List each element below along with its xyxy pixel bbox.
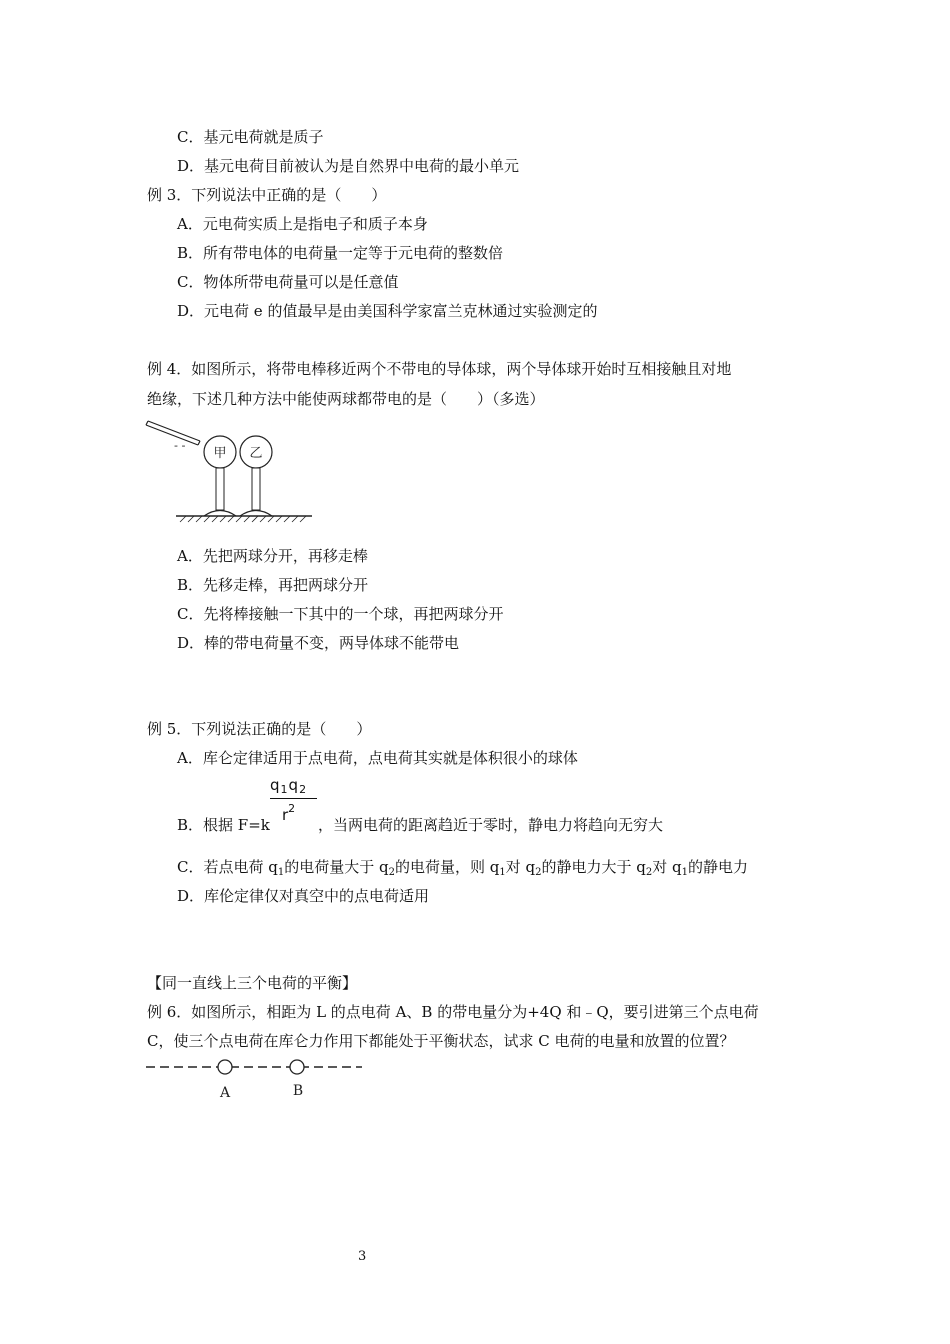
base-jia xyxy=(204,511,236,517)
ex5-option-a: A．库仑定律适用于点电荷，点电荷其实就是体积很小的球体 xyxy=(177,749,578,767)
ball-jia-label: 甲 xyxy=(213,446,227,461)
fraction-denominator: $r^2$ xyxy=(282,802,296,824)
ground xyxy=(176,516,312,522)
ex5-option-b-suffix: ，当两电荷的距离趋近于零时，静电力将趋向无穷大 xyxy=(318,816,664,834)
sub-q1: 1 xyxy=(277,867,285,878)
page-number: 3 xyxy=(358,1249,367,1264)
ex3-option-a: A．元电荷实质上是指电子和质子本身 xyxy=(177,215,428,233)
ex6-question-line1: 例 6．如图所示，相距为 L 的点电荷 A、B 的带电量分为+4Q 和﹣Q，要引进第三个点电荷 xyxy=(147,1003,759,1021)
rod-charges: - - xyxy=(174,439,186,452)
ex5-c-part6: 对 q xyxy=(652,858,682,876)
sub-q1: 1 xyxy=(681,867,688,878)
fraction-bar xyxy=(270,798,317,799)
sub-q1: 1 xyxy=(499,867,506,878)
ex3-question: 例 3．下列说法中正确的是（ ） xyxy=(147,186,387,204)
charge-b-label: B xyxy=(292,1083,304,1099)
ex5-c-part3: 的电荷量，则 q xyxy=(394,858,500,876)
ex5-option-d: D．库伦定律仅对真空中的点电荷适用 xyxy=(177,887,430,905)
base-yi xyxy=(240,511,272,517)
ex5-option-c xyxy=(177,857,748,883)
ball-yi-label: 乙 xyxy=(249,446,263,461)
ex5-c-part4: 对 q xyxy=(505,858,536,876)
ex2-option-c: C．基元电荷就是质子 xyxy=(177,128,324,146)
sub-q2: 2 xyxy=(388,867,395,878)
ex4-question-line1: 例 4．如图所示，将带电棒移近两个不带电的导体球，两个导体球开始时互相接触且对地 xyxy=(147,360,732,378)
ex4-question-line2: 绝缘，下述几种方法中能使两球都带电的是（ ）（多选） xyxy=(147,390,545,408)
ex2-option-d: D．基元电荷目前被认为是自然界中电荷的最小单元 xyxy=(177,157,520,175)
charged-rod xyxy=(146,421,200,445)
ex4-option-a: A．先把两球分开，再移走棒 xyxy=(177,547,368,565)
ex3-option-b: B．所有带电体的电荷量一定等于元电荷的整数倍 xyxy=(177,244,504,262)
ex6-section-title: 【同一直线上三个电荷的平衡】 xyxy=(147,974,358,992)
ex5-c-part1: C．若点电荷 q xyxy=(177,858,278,876)
ex4-option-d: D．棒的带电荷量不变，两导体球不能带电 xyxy=(177,634,460,652)
ex6-question-line2: C，使三个点电荷在库仑力作用下都能处于平衡状态，试求 C 电荷的电量和放置的位置？ xyxy=(147,1032,735,1050)
charge-a xyxy=(218,1060,232,1074)
ex5-c-part5: 的静电力大于 q xyxy=(541,858,646,876)
ex4-figure xyxy=(140,415,320,527)
stand-yi xyxy=(252,468,260,510)
ex5-c-part7: 的静电力 xyxy=(687,858,748,876)
sub-q2: 2 xyxy=(535,867,542,878)
ex4-option-b: B．先移走棒，再把两球分开 xyxy=(177,576,369,594)
fraction-numerator: $q_1q_2$ xyxy=(270,776,308,796)
ex5-c-part2: 的电荷量大于 q xyxy=(284,858,389,876)
ex3-option-d: D．元电荷 e 的值最早是由美国科学家富兰克林通过实验测定的 xyxy=(177,302,598,320)
ex4-option-c: C．先将棒接触一下其中的一个球，再把两球分开 xyxy=(177,605,504,623)
stand-jia xyxy=(216,468,224,510)
ex3-option-c: C．物体所带电荷量可以是任意值 xyxy=(177,273,399,291)
ex6-figure xyxy=(140,1056,380,1102)
charge-b xyxy=(290,1060,304,1074)
charge-a-label: A xyxy=(219,1085,231,1101)
ex5-question: 例 5．下列说法正确的是（ ） xyxy=(147,720,372,738)
sub-q2: 2 xyxy=(645,867,653,878)
ex5-option-b-prefix: B．根据 F=k xyxy=(177,816,270,834)
